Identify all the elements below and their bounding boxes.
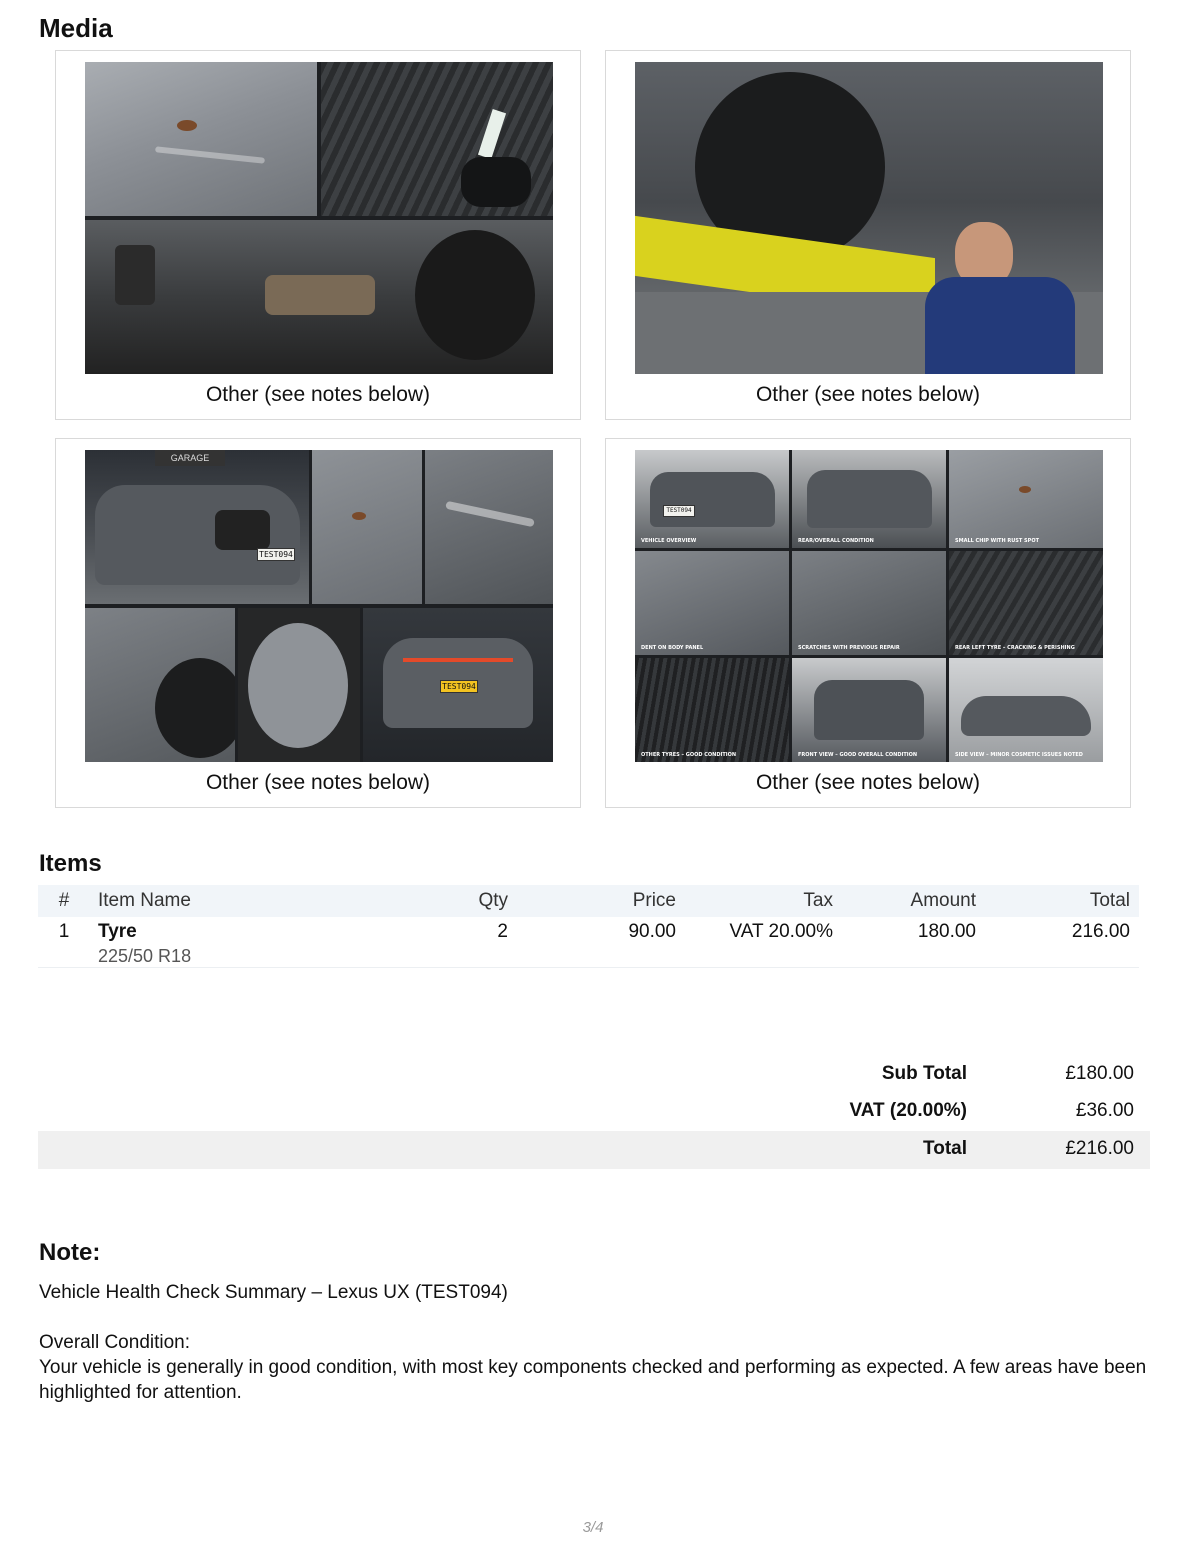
number-plate-front: TEST094 (257, 548, 295, 561)
page-number: 3/4 (582, 1519, 604, 1536)
row-total: 216.00 (1071, 921, 1130, 942)
grid-tile-overview (635, 450, 789, 548)
media-photo-2[interactable] (635, 62, 1103, 374)
note-heading: Note: (39, 1239, 101, 1266)
subtotal-row (38, 1056, 1150, 1093)
media-caption-3: Other (see notes below) (205, 771, 431, 794)
alloy-wheel (248, 623, 348, 748)
car-grille (215, 510, 270, 550)
underside-tile (85, 220, 553, 374)
media-caption-2: Other (see notes below) (755, 383, 981, 406)
col-qty: Qty (478, 890, 508, 911)
grid-label-2: REAR/OVERALL CONDITION (798, 538, 874, 544)
grid-car-3 (814, 680, 924, 740)
grid-tile-tyres (635, 658, 789, 762)
grid-tile-dent (635, 551, 789, 655)
media-photo-3[interactable] (85, 450, 553, 762)
suspension-part (115, 245, 155, 305)
col-item-name: Item Name (98, 890, 191, 911)
row-amount: 180.00 (917, 921, 976, 942)
row-qty: 2 (497, 921, 508, 942)
vat-row (38, 1093, 1150, 1130)
grid-tile-tyre (949, 551, 1103, 655)
total-value: £216.00 (1065, 1138, 1134, 1159)
row-item-name: Tyre (98, 921, 137, 942)
col-total: Total (1089, 890, 1130, 911)
grid-label-4: DENT ON BODY PANEL (641, 645, 704, 651)
grid-label-7: OTHER TYRES – GOOD CONDITION (641, 752, 737, 758)
note-condition-text: Your vehicle is generally in good condition, with most key components checked and performing as expected. A few areas have been highlighted for attention. (39, 1357, 1147, 1403)
row-price: 90.00 (628, 921, 676, 942)
tyre-tile (238, 608, 360, 762)
total-label: Total (923, 1138, 967, 1159)
vat-label: VAT (20.00%) (849, 1100, 967, 1121)
col-num: # (58, 890, 70, 911)
row-tax: VAT 20.00% (729, 921, 833, 942)
vat-value: £36.00 (1075, 1100, 1134, 1121)
grid-label-8: FRONT VIEW – GOOD OVERALL CONDITION (798, 752, 918, 758)
row-item-desc: 225/50 R18 (98, 946, 192, 966)
car-rear-tile (363, 608, 553, 762)
col-amount: Amount (910, 890, 976, 911)
grid-label-9: SIDE VIEW – MINOR COSMETIC ISSUES NOTED (955, 752, 1083, 758)
subtotal-value: £180.00 (1065, 1063, 1134, 1084)
media-caption-4: Other (see notes below) (755, 771, 981, 794)
grid-plate: TEST094 (663, 505, 695, 517)
items-header-row (38, 885, 1139, 917)
tyre-tread-tile (321, 62, 553, 216)
grid-tile-front (792, 658, 946, 762)
car-front-tile (85, 450, 309, 604)
grid-chip (1019, 486, 1031, 493)
table-row (38, 917, 1139, 968)
exhaust-part (265, 275, 375, 315)
note-condition-label: Overall Condition: (39, 1332, 191, 1353)
paint-chip-tile (85, 62, 317, 216)
grand-total-row (38, 1131, 1150, 1169)
grid-tile-scratch (792, 551, 946, 655)
media-card-2[interactable] (605, 50, 1131, 420)
row-num: 1 (58, 921, 70, 942)
grid-car-4 (961, 696, 1091, 736)
wheel-part (415, 230, 535, 360)
tail-light (403, 658, 513, 662)
items-heading: Items (39, 850, 102, 877)
grid-label-3: SMALL CHIP WITH RUST SPOT (955, 538, 1039, 544)
scratch-tile (85, 608, 235, 762)
subtotal-label: Sub Total (881, 1063, 967, 1084)
media-photo-4[interactable] (635, 450, 1103, 762)
note-body (39, 1280, 1149, 1405)
grid-car-1 (650, 472, 775, 527)
media-caption-1: Other (see notes below) (205, 383, 431, 406)
number-plate-rear: TEST094 (440, 680, 478, 693)
media-card-3[interactable] (55, 438, 581, 808)
media-heading: Media (39, 13, 113, 43)
gloved-hand (461, 157, 531, 207)
grid-label-5: SCRATCHES WITH PREVIOUS REPAIR (798, 645, 900, 651)
garage-sign: GARAGE (155, 450, 225, 466)
grid-tile-rear (792, 450, 946, 548)
note-summary-line: Vehicle Health Check Summary – Lexus UX (TEST094) (39, 1282, 508, 1303)
mechanic-body (925, 277, 1075, 374)
tread-gauge (478, 109, 506, 159)
wheel-arch (155, 658, 235, 758)
media-photo-1[interactable] (85, 62, 553, 374)
grid-tile-chip (949, 450, 1103, 548)
chip-mark-2 (352, 512, 366, 520)
chip-tile (312, 450, 422, 604)
col-price: Price (632, 890, 676, 911)
col-tax: Tax (803, 890, 833, 911)
grid-car-2 (807, 470, 932, 528)
media-card-4[interactable] (605, 438, 1131, 808)
chip-mark (177, 120, 197, 131)
scratch-mark (155, 146, 265, 163)
media-card-1[interactable] (55, 50, 581, 420)
grid-label-6: REAR LEFT TYRE – CRACKING & PERISHING (955, 645, 1075, 651)
items-table (38, 885, 1139, 968)
totals-block (38, 1056, 1150, 1169)
dent-highlight (445, 501, 535, 528)
row-item-cell (90, 917, 398, 968)
dent-tile (425, 450, 553, 604)
grid-tile-side (949, 658, 1103, 762)
grid-label-1: VEHICLE OVERVIEW (641, 538, 697, 544)
